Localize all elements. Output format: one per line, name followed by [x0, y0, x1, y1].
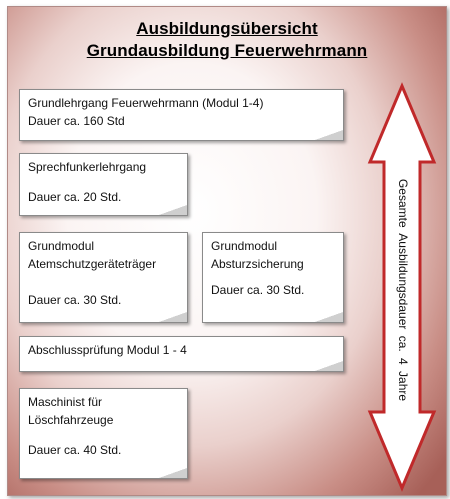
arrow-label: Gesamte Ausbildungsdauer ca. 4 Jahre: [396, 178, 410, 402]
card-maschinist-title: Maschinist für: [28, 395, 103, 409]
card-grundlehrgang-title: Grundlehrgang Feuerwehrmann (Modul 1-4): [28, 96, 264, 110]
card-absturzsicherung-subtitle: Absturzsicherung: [211, 257, 304, 271]
card-abschlusspruefung-title: Abschlussprüfung Modul 1 - 4: [28, 343, 187, 357]
title-line-2: Grundausbildung Feuerwehrmann: [86, 41, 368, 60]
page-curl: [315, 361, 343, 371]
page-curl: [315, 312, 343, 322]
page-curl: [315, 130, 343, 140]
card-sprechfunker-duration: Dauer ca. 20 Std.: [28, 190, 122, 204]
card-grundlehrgang: [19, 89, 344, 141]
card-atemschutz-subtitle: Atemschutzgeräteträger: [28, 257, 157, 271]
card-absturzsicherung: [202, 232, 344, 323]
card-maschinist: [19, 388, 188, 479]
page-curl: [159, 205, 187, 215]
card-grundlehrgang-duration: Dauer ca. 160 Std: [28, 114, 125, 128]
card-absturzsicherung-duration: Dauer ca. 30 Std.: [211, 283, 305, 297]
card-sprechfunker: [19, 153, 188, 216]
card-atemschutz-duration: Dauer ca. 30 Std.: [28, 293, 122, 307]
card-atemschutz: [19, 232, 188, 323]
card-sprechfunker-title: Sprechfunkerlehrgang: [28, 160, 147, 174]
page-curl: [159, 468, 187, 478]
card-absturzsicherung-title: Grundmodul: [211, 239, 278, 253]
page-curl: [159, 312, 187, 322]
card-maschinist-duration: Dauer ca. 40 Std.: [28, 443, 122, 457]
card-atemschutz-title: Grundmodul: [28, 239, 95, 253]
title-line-1: Ausbildungsübersicht: [136, 19, 318, 38]
card-maschinist-subtitle: Löschfahrzeuge: [28, 413, 114, 427]
card-abschlusspruefung: [19, 336, 344, 372]
